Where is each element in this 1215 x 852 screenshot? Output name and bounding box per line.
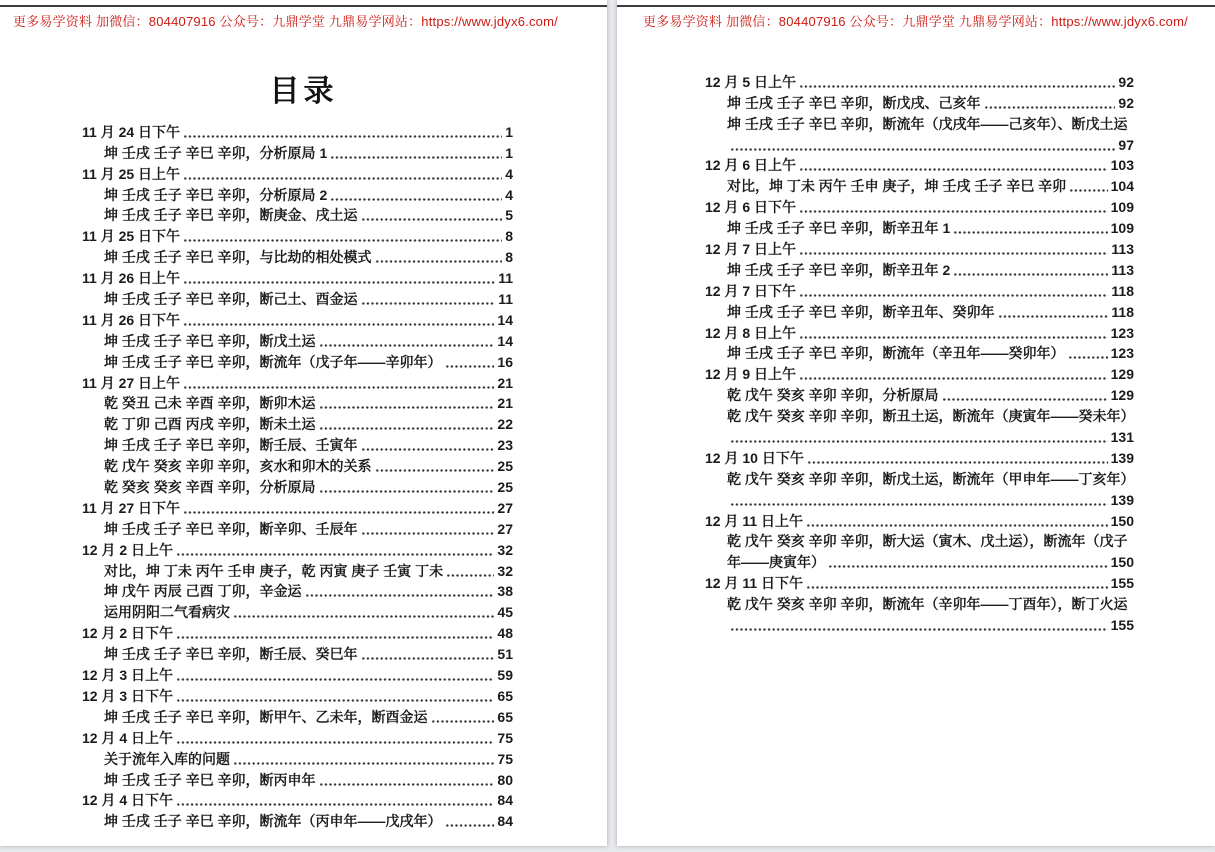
toc-entry-page: 129 <box>1110 387 1134 404</box>
toc-entry-page: 139 <box>1110 491 1134 508</box>
toc-entry-text: 11 月 26 日下午 <box>82 311 181 328</box>
toc-entry-page: 123 <box>1110 345 1134 362</box>
toc-entry-page: 27 <box>497 520 513 537</box>
toc-entry[interactable] <box>705 238 1134 259</box>
dot-leader <box>806 523 1108 528</box>
toc-entry-text: 12 月 5 日上午 <box>705 73 797 90</box>
toc-entry[interactable] <box>705 71 1134 92</box>
toc-entry-text: 对比，坤 丁未 丙午 壬申 庚子，乾 丙寅 庚子 壬寅 丁未 <box>104 562 444 579</box>
toc-entry-page: 14 <box>497 332 513 349</box>
dot-leader <box>730 502 1108 507</box>
dot-leader <box>361 217 503 222</box>
dot-leader <box>361 447 495 452</box>
dot-leader <box>953 230 1107 235</box>
toc-entry-text: 坤 壬戌 壬子 辛巳 辛卯，断辛丑年、癸卯年 <box>727 303 995 320</box>
toc-entry-page: 21 <box>497 395 513 412</box>
toc-entry[interactable] <box>705 322 1134 343</box>
toc-entry[interactable] <box>705 489 1134 510</box>
toc-entry[interactable] <box>82 518 513 539</box>
dot-leader <box>176 802 494 807</box>
toc-entry-text: 乾 戊午 癸亥 辛卯 辛卯，断戊土运，断流年（甲申年——丁亥年） <box>727 470 1135 487</box>
toc-entry[interactable] <box>82 455 513 476</box>
toc-entry-page: 14 <box>497 311 513 328</box>
dot-leader <box>183 134 502 139</box>
toc-entry-text: 12 月 6 日下午 <box>705 199 797 216</box>
toc-entry-page: 131 <box>1110 429 1134 446</box>
dot-leader <box>361 531 495 536</box>
toc-entry[interactable] <box>82 643 513 664</box>
toc-entry[interactable] <box>82 790 513 811</box>
toc-entry-page: 97 <box>1118 136 1134 153</box>
toc-entry-page: 25 <box>497 458 513 475</box>
toc-entry[interactable] <box>705 280 1134 301</box>
toc-entry-text: 坤 壬戌 壬子 辛巳 辛卯，断戊土运 <box>104 332 316 349</box>
toc-entry-page: 109 <box>1110 220 1134 237</box>
toc-entry-text: 12 月 11 日上午 <box>705 512 804 529</box>
toc-entry[interactable] <box>705 510 1134 531</box>
toc-page-right <box>617 0 1215 846</box>
toc-entry-text: 乾 戊午 癸亥 辛卯 辛卯，断大运（寅木、戊土运），断流年（戊子 <box>727 533 1128 550</box>
toc-entry-page: 23 <box>497 437 513 454</box>
dot-leader <box>1068 355 1108 360</box>
toc-entry-text: 12 月 3 日上午 <box>82 667 174 684</box>
toc-entry-text: 坤 壬戌 壬子 辛巳 辛卯，断辛丑年 2 <box>727 261 951 278</box>
dot-leader <box>806 585 1108 590</box>
toc-entry-text: 运用阴阳二气看病灾 <box>104 604 230 621</box>
toc-list-left <box>82 121 513 831</box>
dot-leader <box>319 489 495 494</box>
toc-entry-page: 4 <box>505 165 513 182</box>
toc-entry-text: 坤 壬戌 壬子 辛巳 辛卯，断壬辰、壬寅年 <box>104 437 358 454</box>
toc-entry-page: 75 <box>497 729 513 746</box>
dot-leader <box>305 593 495 598</box>
toc-list-right <box>705 71 1134 635</box>
toc-entry[interactable] <box>82 351 513 372</box>
toc-entry-text: 坤 戊午 丙辰 己酉 丁卯，辛金运 <box>104 583 302 600</box>
dot-leader <box>233 761 494 766</box>
toc-entry-page: 65 <box>497 687 513 704</box>
toc-entry-page: 84 <box>497 792 513 809</box>
toc-entry-text: 12 月 2 日下午 <box>82 625 174 642</box>
toc-entry[interactable] <box>82 622 513 643</box>
toc-entry-text: 坤 壬戌 壬子 辛巳 辛卯，断流年（辛丑年——癸卯年） <box>727 345 1065 362</box>
toc-entry-page: 51 <box>497 646 513 663</box>
toc-entry[interactable] <box>705 447 1134 468</box>
toc-entry-text: 年——庚寅年） <box>727 554 825 571</box>
toc-entry-text: 乾 癸亥 癸亥 辛酉 辛卯，分析原局 <box>104 479 316 496</box>
toc-entry[interactable] <box>82 581 513 602</box>
toc-entry[interactable] <box>705 92 1134 113</box>
toc-entry[interactable] <box>705 572 1134 593</box>
dot-leader <box>183 510 494 515</box>
toc-entry[interactable] <box>705 113 1134 134</box>
toc-entry-page: 104 <box>1110 178 1134 195</box>
toc-entry-page: 45 <box>497 604 513 621</box>
toc-entry[interactable] <box>82 163 513 184</box>
dot-leader <box>431 719 495 724</box>
toc-entry-page: 155 <box>1110 617 1134 634</box>
toc-entry-text: 11 月 27 日上午 <box>82 374 181 391</box>
dot-leader <box>799 84 1115 89</box>
toc-entry-page: 25 <box>497 479 513 496</box>
toc-entry-page: 11 <box>498 291 513 308</box>
toc-entry-text: 12 月 6 日上午 <box>705 157 797 174</box>
toc-entry-text: 12 月 2 日上午 <box>82 541 174 558</box>
toc-entry-text: 11 月 24 日下午 <box>82 123 181 140</box>
dot-leader <box>799 335 1108 340</box>
toc-entry-text: 乾 戊午 癸亥 辛卯 辛卯，分析原局 <box>727 387 939 404</box>
toc-entry-text: 坤 壬戌 壬子 辛巳 辛卯，断辛卯、壬辰年 <box>104 520 358 537</box>
toc-entry[interactable] <box>705 217 1134 238</box>
toc-entry-text: 12 月 9 日上午 <box>705 366 797 383</box>
toc-entry-page: 1 <box>505 144 513 161</box>
toc-entry[interactable] <box>82 601 513 622</box>
page-top-rule <box>0 5 607 7</box>
toc-entry[interactable] <box>705 405 1134 426</box>
toc-entry-text: 11 月 26 日上午 <box>82 270 181 287</box>
dot-leader <box>183 385 494 390</box>
toc-entry-page: 155 <box>1110 575 1134 592</box>
dot-leader <box>730 439 1108 444</box>
dot-leader <box>319 426 495 431</box>
toc-entry[interactable] <box>82 497 513 518</box>
toc-entry-text: 对比，坤 丁未 丙午 壬申 庚子，坤 壬戌 壬子 辛巳 辛卯 <box>727 178 1067 195</box>
toc-entry[interactable] <box>82 372 513 393</box>
toc-entry-page: 16 <box>497 353 513 370</box>
toc-entry-text: 坤 壬戌 壬子 辛巳 辛卯，断己土、酉金运 <box>104 291 358 308</box>
toc-entry-text: 坤 壬戌 壬子 辛巳 辛卯，断甲午、乙未年，断酉金运 <box>104 708 428 725</box>
toc-entry[interactable] <box>82 246 513 267</box>
dot-leader <box>183 322 494 327</box>
dot-leader <box>799 167 1108 172</box>
toc-entry-text: 坤 壬戌 壬子 辛巳 辛卯，分析原局 1 <box>104 144 328 161</box>
toc-entry[interactable] <box>705 593 1134 614</box>
toc-entry-text: 坤 壬戌 壬子 辛巳 辛卯，断流年（丙申年——戊戌年） <box>104 813 442 830</box>
toc-entry-page: 113 <box>1111 261 1134 278</box>
dot-leader <box>176 677 494 682</box>
toc-entry-page: 4 <box>505 186 513 203</box>
toc-entry-page: 123 <box>1110 324 1134 341</box>
toc-entry-page: 92 <box>1118 73 1134 90</box>
toc-entry-text: 11 月 27 日下午 <box>82 499 181 516</box>
toc-entry-page: 84 <box>497 813 513 830</box>
toc-entry[interactable] <box>82 225 513 246</box>
toc-entry-page: 59 <box>497 667 513 684</box>
toc-entry-text: 坤 壬戌 壬子 辛巳 辛卯，与比劫的相处模式 <box>104 249 372 266</box>
dot-leader <box>176 635 494 640</box>
toc-entry[interactable] <box>82 288 513 309</box>
toc-entry-page: 113 <box>1111 241 1134 258</box>
dot-leader <box>176 698 494 703</box>
dot-leader <box>183 238 502 243</box>
toc-entry[interactable] <box>82 727 513 748</box>
toc-entry-page: 1 <box>505 123 513 140</box>
dot-leader <box>183 280 495 285</box>
toc-entry-text: 12 月 4 日下午 <box>82 792 174 809</box>
toc-entry-text: 坤 壬戌 壬子 辛巳 辛卯，断流年（戊子年——辛卯年） <box>104 353 442 370</box>
toc-entry-text: 乾 癸丑 己未 辛酉 辛卯，断卯木运 <box>104 395 316 412</box>
toc-entry-page: 32 <box>497 541 513 558</box>
toc-entry-page: 11 <box>498 270 513 287</box>
toc-entry-page: 118 <box>1111 282 1134 299</box>
dot-leader <box>176 552 494 557</box>
toc-entry-page: 22 <box>497 416 513 433</box>
toc-entry-text: 12 月 4 日上午 <box>82 729 174 746</box>
toc-entry-text: 12 月 3 日下午 <box>82 687 174 704</box>
toc-entry-text: 12 月 11 日下午 <box>705 575 804 592</box>
toc-entry[interactable] <box>82 121 513 142</box>
toc-entry-page: 75 <box>497 750 513 767</box>
toc-entry[interactable] <box>705 468 1134 489</box>
dot-leader <box>330 197 502 202</box>
toc-entry[interactable] <box>82 434 513 455</box>
toc-entry-text: 关于流年入库的问题 <box>104 750 230 767</box>
toc-entry-text: 坤 壬戌 壬子 辛巳 辛卯，断辛丑年 1 <box>727 220 951 237</box>
dot-leader <box>361 301 496 306</box>
toc-entry[interactable] <box>82 413 513 434</box>
toc-entry-text: 乾 戊午 癸亥 辛卯 辛卯，断流年（辛卯年——丁酉年），断丁火运 <box>727 596 1128 613</box>
toc-entry[interactable] <box>82 330 513 351</box>
toc-entry[interactable] <box>82 309 513 330</box>
toc-entry-text: 坤 壬戌 壬子 辛巳 辛卯，断丙申年 <box>104 771 316 788</box>
toc-entry-page: 5 <box>505 207 513 224</box>
toc-entry[interactable] <box>82 706 513 727</box>
dot-leader <box>445 364 495 369</box>
toc-entry-text: 坤 壬戌 壬子 辛巳 辛卯，断戊戌、己亥年 <box>727 94 981 111</box>
toc-entry[interactable] <box>82 539 513 560</box>
dot-leader <box>799 209 1108 214</box>
toc-entry[interactable] <box>82 393 513 414</box>
toc-entry-page: 129 <box>1110 366 1134 383</box>
toc-entry-text: 12 月 8 日上午 <box>705 324 797 341</box>
toc-entry-page: 8 <box>505 249 513 266</box>
toc-entry-text: 坤 壬戌 壬子 辛巳 辛卯，断庚金、戌土运 <box>104 207 358 224</box>
toc-entry[interactable] <box>82 560 513 581</box>
toc-entry[interactable] <box>705 426 1134 447</box>
dot-leader <box>361 656 495 661</box>
toc-entry[interactable] <box>705 343 1134 364</box>
dot-leader <box>375 259 503 264</box>
dot-leader <box>730 627 1108 632</box>
toc-entry-text: 11 月 25 日上午 <box>82 165 181 182</box>
dot-leader <box>183 176 502 181</box>
toc-entry-text: 坤 壬戌 壬子 辛巳 辛卯，断壬辰、癸巳年 <box>104 646 358 663</box>
toc-entry[interactable] <box>82 205 513 226</box>
toc-entry-page: 139 <box>1110 449 1134 466</box>
dot-leader <box>953 272 1108 277</box>
dot-leader <box>319 782 495 787</box>
toc-entry[interactable] <box>82 769 513 790</box>
toc-entry-page: 32 <box>497 562 513 579</box>
toc-entry-text: 乾 戊午 癸亥 辛卯 辛卯，断丑土运，断流年（庚寅年——癸未年） <box>727 408 1135 425</box>
dot-leader <box>375 468 495 473</box>
watermark-header: 更多易学资料 加微信：804407916 公众号：九鼎学堂 九鼎易学网站：https://www.jdyx6.com/ <box>643 14 1188 29</box>
dot-leader <box>799 251 1108 256</box>
watermark-header: 更多易学资料 加微信：804407916 公众号：九鼎学堂 九鼎易学网站：https://www.jdyx6.com/ <box>13 14 558 29</box>
dot-leader <box>319 343 495 348</box>
toc-entry[interactable] <box>82 142 513 163</box>
dot-leader <box>445 823 495 828</box>
dot-leader <box>799 293 1108 298</box>
toc-entry-text: 乾 戊午 癸亥 辛卯 辛卯，亥水和卯木的关系 <box>104 458 372 475</box>
toc-entry[interactable] <box>705 301 1134 322</box>
toc-entry-page: 92 <box>1118 94 1134 111</box>
toc-entry[interactable] <box>82 267 513 288</box>
toc-title: 目录 <box>269 75 338 108</box>
toc-entry-text: 12 月 7 日上午 <box>705 241 797 258</box>
toc-entry-page: 27 <box>497 499 513 516</box>
toc-entry[interactable] <box>705 196 1134 217</box>
toc-entry-text: 坤 壬戌 壬子 辛巳 辛卯，断流年（戊戌年——己亥年）、断戊土运 <box>727 115 1128 132</box>
toc-entry-text: 12 月 7 日下午 <box>705 282 797 299</box>
toc-entry-page: 150 <box>1110 554 1134 571</box>
toc-entry-page: 65 <box>497 708 513 725</box>
toc-entry[interactable] <box>705 614 1134 635</box>
toc-entry[interactable] <box>82 810 513 831</box>
toc-entry[interactable] <box>705 551 1134 572</box>
toc-entry-text: 11 月 25 日下午 <box>82 228 181 245</box>
dot-leader <box>998 314 1109 319</box>
toc-entry-page: 38 <box>497 583 513 600</box>
toc-page-left <box>0 0 607 846</box>
toc-entry-page: 8 <box>505 228 513 245</box>
dot-leader <box>446 573 494 578</box>
toc-entry[interactable] <box>82 184 513 205</box>
dot-leader <box>828 564 1108 569</box>
toc-entry-text: 12 月 10 日下午 <box>705 449 804 466</box>
dot-leader <box>799 376 1108 381</box>
dot-leader <box>176 740 494 745</box>
toc-entry[interactable] <box>82 476 513 497</box>
dot-leader <box>330 155 502 160</box>
toc-entry[interactable] <box>705 134 1134 155</box>
dot-leader <box>730 147 1115 152</box>
toc-entry[interactable] <box>705 384 1134 405</box>
toc-entry[interactable] <box>705 259 1134 280</box>
toc-entry-page: 109 <box>1110 199 1134 216</box>
dot-leader <box>1069 188 1108 193</box>
toc-entry[interactable] <box>82 664 513 685</box>
toc-entry-page: 118 <box>1111 303 1134 320</box>
toc-entry[interactable] <box>705 175 1134 196</box>
toc-entry[interactable] <box>82 685 513 706</box>
toc-entry[interactable] <box>705 531 1134 552</box>
toc-entry-page: 80 <box>497 771 513 788</box>
toc-entry[interactable] <box>705 363 1134 384</box>
toc-entry-page: 103 <box>1110 157 1134 174</box>
toc-entry[interactable] <box>82 748 513 769</box>
dot-leader <box>984 105 1116 110</box>
toc-entry-page: 48 <box>497 625 513 642</box>
dot-leader <box>233 614 494 619</box>
toc-entry-page: 21 <box>497 374 513 391</box>
dot-leader <box>319 405 495 410</box>
toc-entry[interactable] <box>705 155 1134 176</box>
toc-entry-text: 坤 壬戌 壬子 辛巳 辛卯，分析原局 2 <box>104 186 328 203</box>
dot-leader <box>942 397 1108 402</box>
dot-leader <box>807 460 1108 465</box>
toc-entry-text: 乾 丁卯 己酉 丙戌 辛卯，断未土运 <box>104 416 316 433</box>
toc-entry-page: 150 <box>1110 512 1134 529</box>
page-top-rule <box>617 5 1215 7</box>
